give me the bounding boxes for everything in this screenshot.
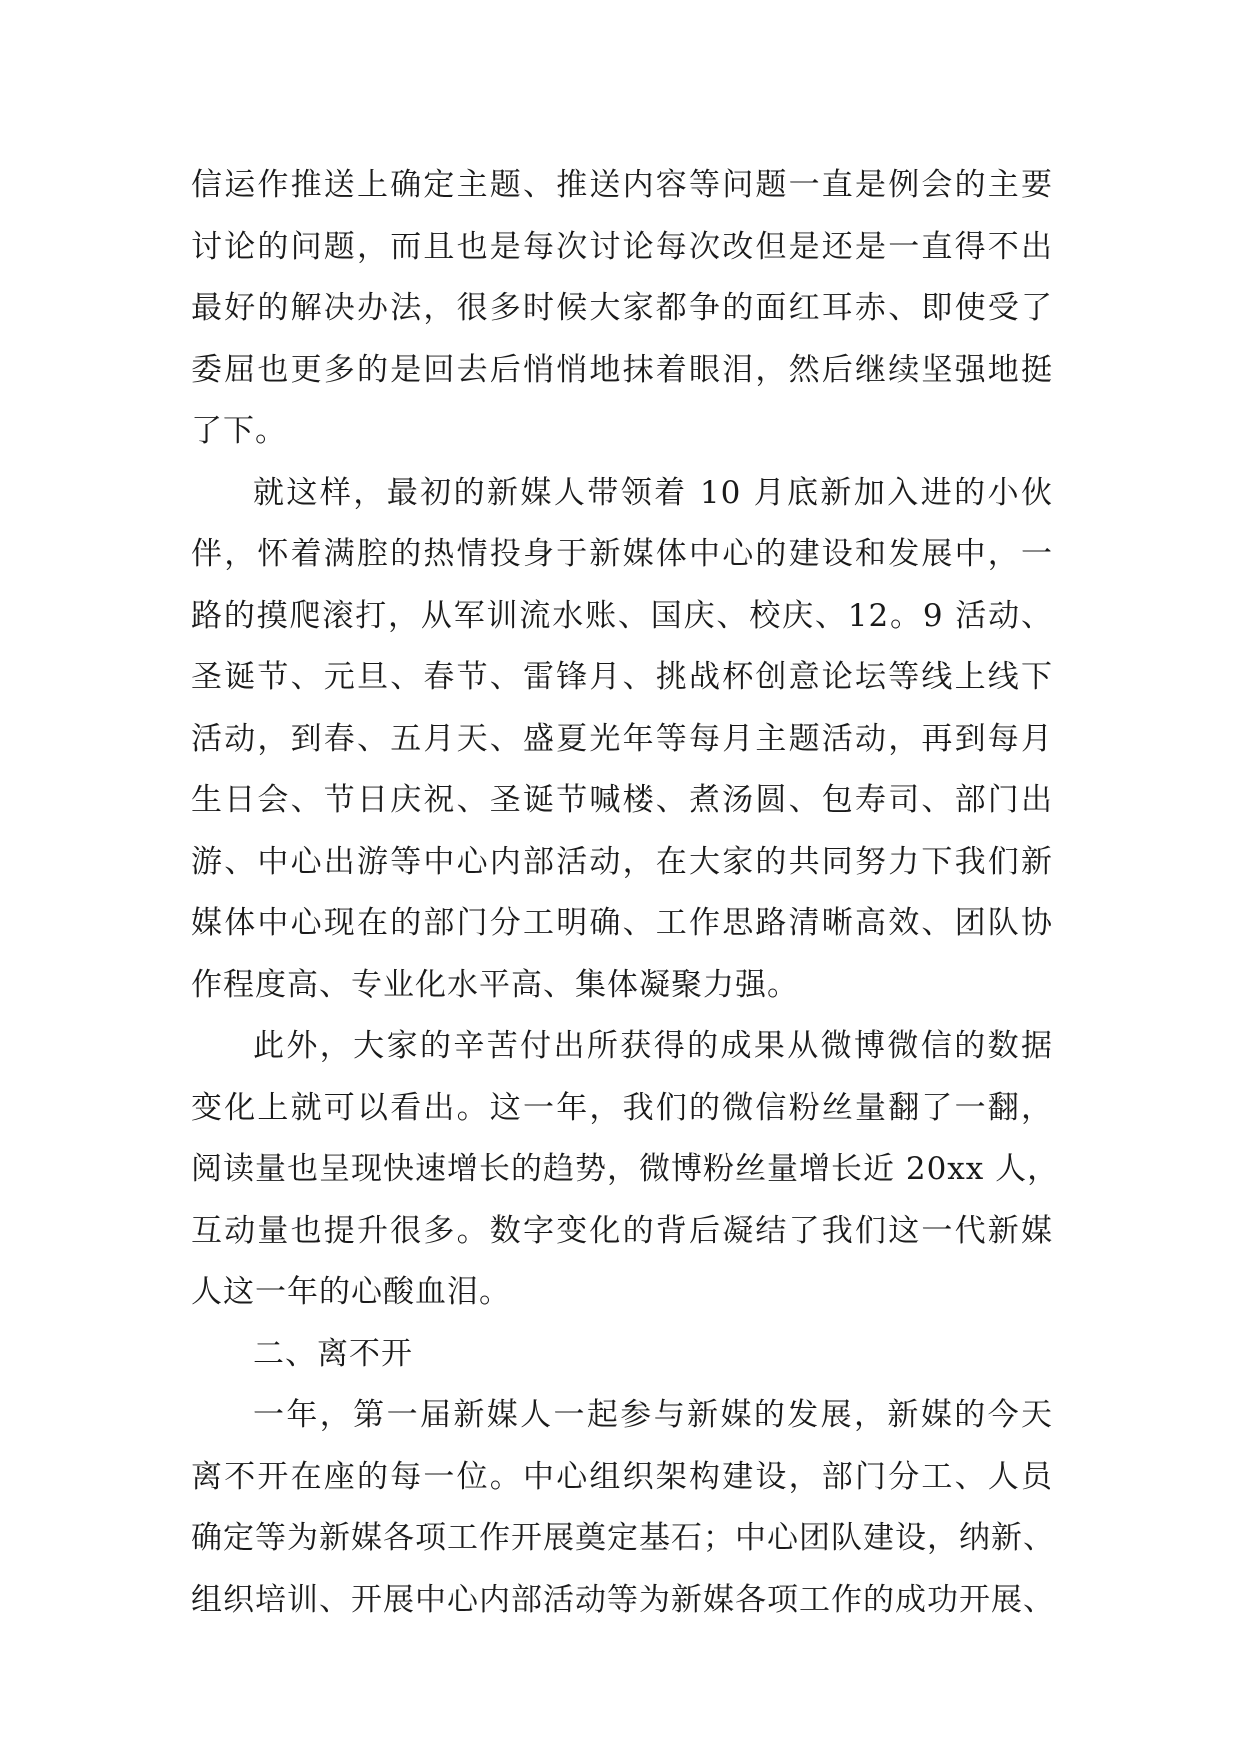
paragraph-2-line-2: 伴，怀着满腔的热情投身于新媒体中心的建设和发展中，一 — [191, 536, 1053, 572]
paragraph-4-line-4: 组织培训、开展中心内部活动等为新媒各项工作的成功开展、 — [191, 1581, 1055, 1618]
paragraph-4-line-2: 离不开在座的每一位。中心组织架构建设，部门分工、人员 — [191, 1458, 1053, 1495]
paragraph-3-line-4: 互动量也提升很多。数字变化的背后凝结了我们这一代新媒 — [191, 1212, 1053, 1249]
paragraph-4-line-1: 一年，第一届新媒人一起参与新媒的发展，新媒的今天 — [253, 1397, 1053, 1433]
paragraph-2-line-3: 路的摸爬滚打，从军训流水账、国庆、校庆、12。9 活动、 — [191, 597, 1053, 634]
paragraph-4-line-3: 确定等为新媒各项工作开展奠定基石；中心团队建设，纳新、 — [191, 1520, 1055, 1556]
paragraph-2-line-1: 就这样，最初的新媒人带领着 10 月底新加入进的小伙 — [253, 474, 1053, 511]
paragraph-2-line-8: 媒体中心现在的部门分工明确、工作思路清晰高效、团队协 — [191, 905, 1053, 941]
paragraph-3-line-3: 阅读量也呈现快速增长的趋势，微博粉丝量增长近 20xx 人， — [191, 1151, 1060, 1187]
paragraph-3-line-1: 此外，大家的辛苦付出所获得的成果从微博微信的数据 — [253, 1028, 1053, 1064]
paragraph-1-line-4: 委屈也更多的是回去后悄悄地抹着眼泪，然后继续坚强地挺 — [191, 351, 1053, 388]
paragraph-2-line-4: 圣诞节、元旦、春节、雷锋月、挑战杯创意论坛等线上线下 — [191, 659, 1053, 695]
paragraph-2-line-5: 活动，到春、五月天、盛夏光年等每月主题活动，再到每月 — [191, 720, 1053, 757]
paragraph-1-line-3: 最好的解决办法，很多时候大家都争的面红耳赤、即使受了 — [191, 290, 1053, 326]
paragraph-3-line-2: 变化上就可以看出。这一年，我们的微信粉丝量翻了一翻， — [191, 1089, 1053, 1126]
paragraph-2-line-9: 作程度高、专业化水平高、集体凝聚力强。 — [191, 966, 799, 1003]
paragraph-1-line-2: 讨论的问题，而且也是每次讨论每次改但是还是一直得不出 — [191, 228, 1053, 265]
paragraph-2-line-7: 游、中心出游等中心内部活动，在大家的共同努力下我们新 — [191, 843, 1053, 880]
paragraph-2-line-6: 生日会、节日庆祝、圣诞节喊楼、煮汤圆、包寿司、部门出 — [191, 782, 1053, 818]
document-body — [191, 155, 1060, 1631]
paragraph-1-line-1: 信运作推送上确定主题、推送内容等问题一直是例会的主要 — [191, 167, 1053, 203]
paragraph-1-line-5: 了下。 — [191, 413, 287, 449]
section-heading: 二、离不开 — [253, 1335, 413, 1372]
paragraph-3-line-5: 人这一年的心酸血泪。 — [191, 1274, 511, 1310]
